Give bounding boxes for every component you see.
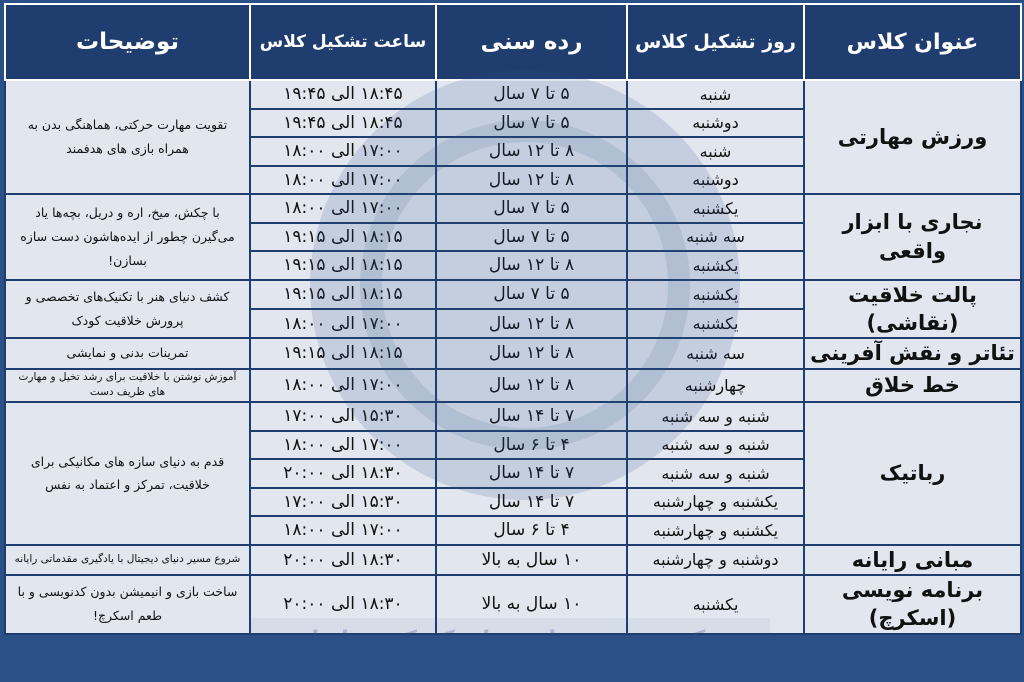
time-cell: ۱۸:۳۰ الی ۲۰:۰۰ [250,545,436,575]
class-title-cell: خط خلاق [804,369,1021,403]
time-cell: ۱۵:۳۰ الی ۱۷:۰۰ [250,402,436,431]
class-title-cell: ورزش مهارتی [804,80,1021,194]
time-cell: ۱۸:۱۵ الی ۱۹:۱۵ [250,280,436,309]
day-cell: سه شنبه [627,223,804,252]
day-cell: یکشنبه [627,194,804,223]
description-cell: ساخت بازی و انیمیشن بدون کدنویسی و با طعم اسکرچ! [5,575,250,634]
description-cell: شروع مسیر دنیای دیجیتال با یادگیری مقدماتی رایانه [5,545,250,575]
time-cell: ۱۷:۰۰ الی ۱۸:۰۰ [250,309,436,338]
day-cell: یکشنبه و چهارشنبه [627,516,804,545]
time-cell: ۱۷:۰۰ الی ۱۸:۰۰ [250,194,436,223]
time-cell: ۱۷:۰۰ الی ۱۸:۰۰ [250,166,436,195]
time-cell: ۱۷:۰۰ الی ۱۸:۰۰ [250,431,436,460]
header-day: روز تشکیل کلاس [627,4,804,80]
age-cell: ۷ تا ۱۴ سال [436,402,627,431]
description-cell: تقویت مهارت حرکتی، هماهنگی بدن به همراه بازی های هدفمند [5,80,250,194]
watermark-text: مرکز پرورش مهارت های کودک و خانواده [250,618,770,662]
table-row [5,545,1021,575]
class-schedule-table [4,3,1022,635]
time-cell: ۱۸:۳۰ الی ۲۰:۰۰ [250,459,436,488]
header-row [5,4,1021,80]
age-cell: ۸ تا ۱۲ سال [436,166,627,195]
time-cell: ۱۵:۳۰ الی ۱۷:۰۰ [250,488,436,517]
description-cell: قدم به دنیای سازه های مکانیکی برای خلاقیت، تمرکز و اعتماد به نفس [5,402,250,545]
time-cell: ۱۸:۱۵ الی ۱۹:۱۵ [250,251,436,280]
time-cell: ۱۸:۴۵ الی ۱۹:۴۵ [250,80,436,109]
description-cell: آموزش نوشتن با خلاقیت برای رشد تخیل و مهارت های ظریف دست [5,369,250,403]
schedule-body [5,80,1021,634]
class-title-cell: تئاتر و نقش آفرینی [804,338,1021,368]
time-cell: ۱۸:۴۵ الی ۱۹:۴۵ [250,109,436,138]
day-cell: چهارشنبه [627,369,804,403]
time-cell: ۱۸:۱۵ الی ۱۹:۱۵ [250,223,436,252]
age-cell: ۸ تا ۱۲ سال [436,137,627,166]
table-row [5,575,1021,634]
day-cell: دوشنبه [627,166,804,195]
age-cell: ۷ تا ۱۴ سال [436,488,627,517]
day-cell: یکشنبه [627,309,804,338]
day-cell: یکشنبه [627,280,804,309]
description-cell: تمرینات بدنی و نمایشی [5,338,250,368]
class-title-cell: نجاری با ابزار واقعی [804,194,1021,280]
header-description: توضیحات [5,4,250,80]
table-row [5,80,1021,109]
age-cell: ۵ تا ۷ سال [436,280,627,309]
table-row [5,194,1021,223]
header-time: ساعت تشکیل کلاس [250,4,436,80]
age-cell: ۵ تا ۷ سال [436,223,627,252]
age-cell: ۸ تا ۱۲ سال [436,338,627,368]
class-title-cell: مبانی رایانه [804,545,1021,575]
time-cell: ۱۷:۰۰ الی ۱۸:۰۰ [250,137,436,166]
day-cell: یکشنبه [627,575,804,634]
time-cell: ۱۸:۳۰ الی ۲۰:۰۰ [250,575,436,634]
day-cell: شنبه [627,137,804,166]
description-cell: با چکش، میخ، اره و دریل، بچه‌ها یاد می‌گیرن چطور از ایده‌هاشون دست سازه بسازن! [5,194,250,280]
day-cell: یکشنبه [627,251,804,280]
day-cell: دوشنبه و چهارشنبه [627,545,804,575]
table-row [5,338,1021,368]
day-cell: شنبه و سه شنبه [627,431,804,460]
class-title-cell: برنامه نویسی (اسکرچ) [804,575,1021,634]
table-row [5,280,1021,309]
age-cell: ۷ تا ۱۴ سال [436,459,627,488]
age-cell: ۸ تا ۱۲ سال [436,309,627,338]
time-cell: ۱۷:۰۰ الی ۱۸:۰۰ [250,369,436,403]
time-cell: ۱۸:۱۵ الی ۱۹:۱۵ [250,338,436,368]
description-cell: کشف دنیای هنر با تکنیک‌های تخصصی و پرورش خلاقیت کودک [5,280,250,339]
age-cell: ۸ تا ۱۲ سال [436,251,627,280]
age-cell: ۱۰ سال به بالا [436,575,627,634]
day-cell: دوشنبه [627,109,804,138]
time-cell: ۱۷:۰۰ الی ۱۸:۰۰ [250,516,436,545]
table-row [5,369,1021,403]
day-cell: شنبه و سه شنبه [627,402,804,431]
header-age: رده سنی [436,4,627,80]
day-cell: شنبه [627,80,804,109]
age-cell: ۱۰ سال به بالا [436,545,627,575]
age-cell: ۸ تا ۱۲ سال [436,369,627,403]
age-cell: ۵ تا ۷ سال [436,80,627,109]
table-row [5,402,1021,431]
age-cell: ۴ تا ۶ سال [436,431,627,460]
header-class-title: عنوان کلاس [804,4,1021,80]
age-cell: ۵ تا ۷ سال [436,194,627,223]
class-title-cell: پالت خلاقیت (نقاشی) [804,280,1021,339]
age-cell: ۵ تا ۷ سال [436,109,627,138]
day-cell: سه شنبه [627,338,804,368]
day-cell: شنبه و سه شنبه [627,459,804,488]
class-title-cell: رباتیک [804,402,1021,545]
day-cell: یکشنبه و چهارشنبه [627,488,804,517]
age-cell: ۴ تا ۶ سال [436,516,627,545]
